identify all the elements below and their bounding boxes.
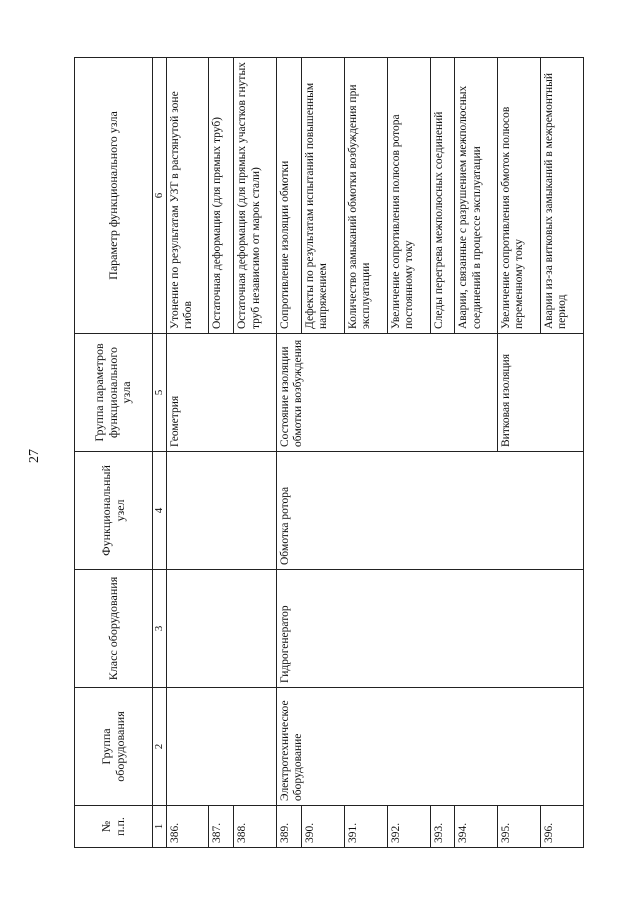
cell-equipment-class-empty [166, 570, 277, 688]
parameter-cell: Утонение по результатам УЗТ в растянутой зоне гибов [166, 58, 209, 334]
header-parameter-group: Группа параметров функционального узла [75, 334, 153, 452]
row-number: 389. [277, 806, 302, 848]
parameter-cell: Увеличение сопротивления полюсов ротора постоянному току [387, 58, 430, 334]
row-number: 392. [387, 806, 430, 848]
equipment-class-cell: Гидрогенератор [277, 570, 584, 688]
row-number: 386. [166, 806, 209, 848]
column-number: 5 [153, 334, 167, 452]
column-number-row [153, 58, 167, 848]
functional-node-cell: Обмотка ротора [277, 452, 584, 570]
header-row [75, 58, 153, 848]
column-number: 3 [153, 570, 167, 688]
row-number: 387. [209, 806, 234, 848]
header-parameter: Параметр функционального узла [75, 58, 153, 334]
row-number: 395. [498, 806, 541, 848]
parameter-cell: Сопротивление изоляции обмотки [277, 58, 302, 334]
parameter-cell: Аварии из-за витковых замыканий в межремонтный период [541, 58, 584, 334]
table-row [277, 58, 302, 848]
parameter-cell: Дефекты по результатам испытаний повышенным напряжением [301, 58, 344, 334]
row-number: 391. [344, 806, 387, 848]
row-number: 393. [430, 806, 455, 848]
equipment-group-cell: Электротехническое оборудование [277, 688, 584, 806]
rotated-table-container [74, 58, 584, 848]
header-equipment-class: Класс оборудования [75, 570, 153, 688]
param-group-turn-insulation: Витковая изоляция [498, 334, 584, 452]
column-number: 1 [153, 806, 167, 848]
parameter-cell: Количество замыканий обмотки возбуждения при эксплуатации [344, 58, 387, 334]
equipment-parameters-table [74, 57, 584, 848]
parameter-cell: Остаточная деформация (для прямых участков гнутых труб независимо от марок стали) [234, 58, 277, 334]
header-number: № п.п. [75, 806, 153, 848]
row-number: 394. [455, 806, 498, 848]
param-group-insulation-state: Состояние изоляции обмотки возбуждения [277, 334, 498, 452]
param-group-geometry: Геометрия [166, 334, 277, 452]
column-number: 2 [153, 688, 167, 806]
table-row [166, 58, 209, 848]
row-number: 390. [301, 806, 344, 848]
parameter-cell: Увеличение сопротивления обмоток полюсов переменному току [498, 58, 541, 334]
column-number: 6 [153, 58, 167, 334]
cell-functional-node-empty [166, 452, 277, 570]
page-number: 27 [27, 449, 42, 463]
header-equipment-group: Группа оборудования [75, 688, 153, 806]
row-number: 388. [234, 806, 277, 848]
header-functional-node: Функциональный узел [75, 452, 153, 570]
cell-equipment-group-empty [166, 688, 277, 806]
parameter-cell: Аварии, связанные с разрушением межполюсных соединений в процессе эксплуатации [455, 58, 498, 334]
column-number: 4 [153, 452, 167, 570]
parameter-cell: Остаточная деформация (для прямых труб) [209, 58, 234, 334]
parameter-cell: Следы перегрева межполюсных соединений [430, 58, 455, 334]
row-number: 396. [541, 806, 584, 848]
